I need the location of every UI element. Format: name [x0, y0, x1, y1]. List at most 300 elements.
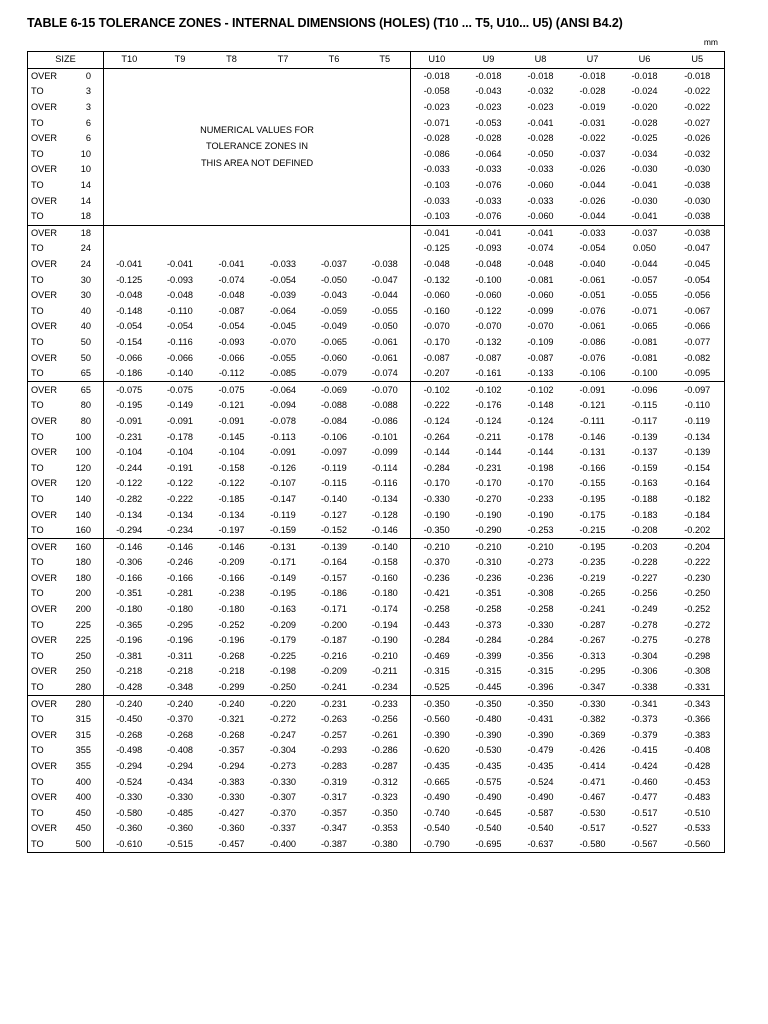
u-value: -0.170: [423, 478, 450, 489]
u-value: -0.030: [631, 195, 658, 206]
u-value: -0.109: [527, 336, 554, 347]
t-value: -0.116: [360, 476, 411, 492]
u-value: -0.020: [631, 102, 658, 113]
u-value: -0.330: [527, 619, 554, 630]
u-value: -0.018: [475, 70, 502, 81]
u-value: -0.620: [423, 745, 450, 756]
u-value: -0.267: [579, 635, 606, 646]
t-value: -0.457: [218, 838, 245, 849]
u-value: -0.057: [631, 274, 658, 285]
u-value: -0.233: [527, 493, 554, 504]
u-value: -0.041: [631, 211, 658, 222]
u-value: -0.313: [579, 650, 606, 661]
t-value: -0.283: [320, 761, 348, 772]
t-value: -0.244: [116, 462, 143, 473]
t-value: -0.357: [320, 807, 348, 818]
u-value: -0.369: [579, 729, 606, 740]
t-value: -0.148: [116, 305, 143, 316]
t-value: -0.043: [320, 290, 348, 301]
size-direction: OVER: [31, 478, 58, 489]
table-row: [28, 728, 725, 744]
u-value: -0.183: [631, 509, 658, 520]
t-value: -0.179: [269, 635, 297, 646]
table-row: [28, 398, 725, 414]
t-value: -0.360: [166, 823, 194, 834]
size-direction: OVER: [31, 761, 58, 772]
t-value: -0.061: [360, 350, 411, 366]
col-header-u5: U5: [671, 52, 725, 69]
size-value: 80: [68, 398, 104, 414]
t-value: -0.210: [360, 649, 411, 665]
t-value: -0.088: [320, 400, 348, 411]
u-value: -0.160: [423, 305, 450, 316]
t-value: -0.086: [360, 414, 411, 430]
u-value: -0.163: [631, 478, 658, 489]
t-value: -0.107: [269, 478, 297, 489]
u-value: -0.125: [423, 243, 450, 254]
size-value: 6: [68, 131, 104, 147]
u-value: -0.026: [684, 133, 711, 144]
u-value: -0.033: [527, 195, 554, 206]
size-direction: TO: [31, 305, 44, 316]
u-value: -0.178: [527, 431, 554, 442]
u-value: -0.306: [631, 666, 658, 677]
u-value: -0.467: [579, 792, 606, 803]
u-value: -0.740: [423, 807, 450, 818]
u-value: -0.203: [619, 539, 671, 555]
u-value: -0.338: [631, 682, 658, 693]
size-direction: OVER: [31, 70, 58, 81]
u-value: -0.137: [631, 447, 658, 458]
u-value: -0.064: [475, 148, 502, 159]
t-value: -0.387: [320, 838, 348, 849]
u-value: -0.182: [684, 493, 711, 504]
u-value: -0.310: [475, 557, 502, 568]
size-value: 24: [68, 241, 104, 257]
size-direction: OVER: [31, 572, 58, 583]
u-value: -0.144: [423, 447, 450, 458]
u-value: -0.102: [515, 382, 567, 398]
t-value: -0.220: [258, 696, 309, 712]
u-value: -0.190: [475, 509, 502, 520]
u-value: -0.044: [579, 211, 606, 222]
u-value: -0.132: [475, 336, 502, 347]
t-value: -0.348: [166, 682, 194, 693]
size-direction: OVER: [31, 509, 58, 520]
u-value: -0.426: [579, 745, 606, 756]
t-value: -0.347: [320, 823, 348, 834]
u-value: -0.443: [423, 619, 450, 630]
t-value: -0.075: [104, 382, 155, 398]
t-value: -0.140: [166, 368, 194, 379]
t-value: -0.250: [269, 682, 297, 693]
t-value: -0.330: [269, 776, 297, 787]
u-value: -0.028: [527, 133, 554, 144]
t-value: -0.134: [116, 509, 143, 520]
u-value: -0.308: [684, 666, 711, 677]
table-row: [28, 664, 725, 680]
u-value: -0.284: [423, 462, 450, 473]
u-value: -0.250: [684, 588, 711, 599]
t-value: -0.196: [166, 635, 194, 646]
table-row: [28, 602, 725, 618]
t-value: -0.246: [166, 557, 194, 568]
t-value: -0.200: [320, 619, 348, 630]
table-row: [28, 571, 725, 587]
u-value: -0.215: [579, 525, 606, 536]
u-value: -0.575: [475, 776, 502, 787]
u-value: -0.033: [475, 164, 502, 175]
t-value: -0.450: [116, 714, 143, 725]
u-value: -0.023: [475, 102, 502, 113]
t-value: -0.106: [320, 431, 348, 442]
t-value: -0.074: [360, 366, 411, 382]
size-value: 18: [68, 225, 104, 241]
u-value: -0.097: [671, 382, 725, 398]
size-value: 250: [68, 649, 104, 665]
u-value: -0.560: [684, 838, 711, 849]
size-direction: TO: [31, 807, 44, 818]
u-value: -0.023: [527, 102, 554, 113]
size-direction: OVER: [28, 382, 68, 398]
table-row: [28, 414, 725, 430]
u-value: -0.382: [579, 714, 606, 725]
t-value: -0.268: [116, 729, 143, 740]
table-row: [28, 319, 725, 335]
table-row: [28, 586, 725, 602]
t-value: -0.121: [218, 400, 245, 411]
t-value: -0.087: [218, 305, 245, 316]
t-value: -0.146: [206, 539, 258, 555]
u-value: -0.211: [475, 431, 502, 442]
u-value: -0.087: [423, 352, 450, 363]
size-direction: OVER: [31, 415, 58, 426]
u-value: -0.033: [527, 164, 554, 175]
t-value: -0.312: [360, 774, 411, 790]
u-value: -0.308: [527, 588, 554, 599]
size-direction: OVER: [31, 102, 58, 113]
u-value: -0.076: [579, 305, 606, 316]
t-value: -0.330: [218, 792, 245, 803]
table-row: [28, 350, 725, 366]
u-value: -0.033: [423, 164, 450, 175]
u-value: -0.188: [631, 493, 658, 504]
t-value: -0.147: [269, 493, 297, 504]
size-value: 65: [68, 382, 104, 398]
u-value: -0.139: [631, 431, 658, 442]
t-value: -0.114: [360, 460, 411, 476]
size-value: 450: [68, 821, 104, 837]
u-value: -0.241: [579, 604, 606, 615]
t-value: -0.178: [166, 431, 194, 442]
u-value: -0.032: [527, 86, 554, 97]
t-value: -0.383: [218, 776, 245, 787]
u-value: -0.530: [475, 745, 502, 756]
t-value: -0.166: [218, 572, 245, 583]
t-value: -0.097: [320, 447, 348, 458]
size-direction: TO: [31, 180, 44, 191]
u-value: -0.066: [684, 321, 711, 332]
u-value: -0.048: [423, 259, 450, 270]
t-value: -0.066: [218, 352, 245, 363]
size-value: 30: [68, 288, 104, 304]
u-value: -0.490: [527, 792, 554, 803]
table-row: [28, 774, 725, 790]
note-line: THIS AREA NOT DEFINED: [200, 157, 314, 168]
u-value: -0.315: [423, 666, 450, 677]
u-value: -0.018: [579, 70, 606, 81]
u-value: -0.028: [631, 117, 658, 128]
u-value: -0.343: [671, 696, 725, 712]
t-value: -0.282: [116, 493, 143, 504]
t-value: -0.078: [269, 415, 297, 426]
u-value: -0.195: [579, 493, 606, 504]
size-value: 500: [68, 837, 104, 853]
t-value: -0.268: [218, 729, 245, 740]
t-value: -0.180: [218, 604, 245, 615]
size-direction: OVER: [31, 164, 58, 175]
size-direction: TO: [31, 336, 44, 347]
u-value: -0.124: [527, 415, 554, 426]
t-value: -0.152: [320, 525, 348, 536]
u-value: -0.258: [423, 604, 450, 615]
size-value: 10: [68, 147, 104, 163]
u-value: -0.060: [527, 180, 554, 191]
u-value: -0.119: [684, 415, 710, 426]
t-value: -0.085: [269, 368, 297, 379]
u-value: -0.028: [475, 133, 502, 144]
t-value: -0.064: [269, 305, 297, 316]
u-value: -0.045: [684, 259, 711, 270]
u-value: -0.252: [684, 604, 711, 615]
t-value: -0.281: [166, 588, 194, 599]
t-value: -0.065: [320, 336, 348, 347]
u-value: -0.076: [475, 211, 502, 222]
size-direction: TO: [31, 211, 44, 222]
u-value: -0.170: [475, 478, 502, 489]
col-header-t6: T6: [309, 52, 360, 69]
t-value: -0.158: [360, 555, 411, 571]
size-direction: OVER: [31, 133, 58, 144]
u-value: -0.056: [684, 290, 711, 301]
u-value: -0.144: [527, 447, 554, 458]
u-value: -0.034: [631, 148, 658, 159]
u-value: 0.050: [633, 243, 657, 254]
t-value: -0.066: [116, 352, 143, 363]
size-value: 14: [68, 193, 104, 209]
t-value: -0.110: [167, 305, 193, 316]
col-header-u9: U9: [463, 52, 515, 69]
u-value: -0.270: [475, 493, 502, 504]
t-value: -0.195: [269, 588, 297, 599]
table-row: [28, 523, 725, 539]
u-value: -0.067: [684, 305, 711, 316]
t-value: -0.337: [269, 823, 297, 834]
u-value: -0.695: [475, 838, 502, 849]
t-value: -0.196: [218, 635, 245, 646]
u-value: -0.074: [527, 243, 554, 254]
t-value: -0.104: [116, 447, 143, 458]
u-value: -0.053: [475, 117, 502, 128]
u-value: -0.028: [423, 133, 450, 144]
t-value: -0.047: [360, 272, 411, 288]
t-value: -0.365: [116, 619, 143, 630]
u-value: -0.445: [475, 682, 502, 693]
table-row: [28, 790, 725, 806]
col-header-t9: T9: [155, 52, 206, 69]
u-value: -0.195: [567, 539, 619, 555]
u-value: -0.086: [423, 148, 450, 159]
u-value: -0.331: [684, 682, 711, 693]
size-direction: TO: [31, 368, 44, 379]
t-value: -0.069: [309, 382, 360, 398]
table-row: [28, 68, 725, 84]
t-value: -0.306: [116, 557, 143, 568]
u-value: -0.139: [684, 447, 711, 458]
size-direction: TO: [31, 243, 44, 254]
u-value: -0.081: [631, 336, 658, 347]
u-value: -0.054: [579, 243, 606, 254]
u-value: -0.390: [423, 729, 450, 740]
u-value: -0.106: [579, 368, 606, 379]
size-value: 225: [68, 633, 104, 649]
u-value: -0.637: [527, 838, 554, 849]
u-value: -0.350: [463, 696, 515, 712]
t-value: -0.180: [166, 604, 194, 615]
table-row: [28, 555, 725, 571]
t-value: -0.050: [320, 274, 348, 285]
size-direction: OVER: [31, 321, 58, 332]
u-value: -0.102: [463, 382, 515, 398]
t-value: -0.091: [116, 415, 143, 426]
t-value: -0.075: [206, 382, 258, 398]
u-value: -0.373: [475, 619, 502, 630]
t-value: -0.190: [360, 633, 411, 649]
size-header: SIZE: [28, 52, 104, 69]
u-value: -0.330: [423, 493, 450, 504]
t-value: -0.146: [104, 539, 155, 555]
t-value: -0.044: [360, 288, 411, 304]
u-value: -0.032: [684, 148, 711, 159]
u-value: -0.567: [631, 838, 658, 849]
u-value: -0.050: [527, 148, 554, 159]
u-value: -0.030: [684, 164, 711, 175]
u-value: -0.070: [423, 321, 450, 332]
table-row: [28, 633, 725, 649]
u-value: -0.483: [684, 792, 711, 803]
size-value: 100: [68, 445, 104, 461]
t-value: -0.286: [360, 743, 411, 759]
table-row: [28, 460, 725, 476]
col-header-u6: U6: [619, 52, 671, 69]
size-direction: TO: [31, 431, 44, 442]
u-value: -0.530: [579, 807, 606, 818]
t-value: -0.247: [269, 729, 297, 740]
t-value: -0.122: [166, 478, 194, 489]
t-value: -0.272: [269, 714, 297, 725]
t-value: -0.050: [360, 319, 411, 335]
t-value: -0.427: [218, 807, 245, 818]
u-value: -0.146: [579, 431, 606, 442]
t-value: -0.055: [269, 352, 297, 363]
t-value: -0.180: [116, 604, 143, 615]
u-value: -0.103: [423, 180, 450, 191]
u-value: -0.517: [579, 823, 606, 834]
size-value: 18: [68, 209, 104, 225]
t-value: -0.054: [116, 321, 143, 332]
u-value: -0.043: [475, 86, 502, 97]
size-value: 355: [68, 759, 104, 775]
u-value: -0.278: [631, 619, 658, 630]
u-value: -0.421: [423, 588, 450, 599]
u-value: -0.351: [475, 588, 502, 599]
u-value: -0.060: [527, 290, 554, 301]
t-value: -0.140: [320, 493, 348, 504]
size-direction: TO: [31, 493, 44, 504]
t-value: -0.323: [360, 790, 411, 806]
size-direction: TO: [31, 588, 44, 599]
t-value: -0.186: [320, 588, 348, 599]
u-value: -0.222: [684, 557, 711, 568]
t-value: -0.070: [360, 382, 411, 398]
size-value: 40: [68, 319, 104, 335]
u-value: -0.790: [423, 838, 450, 849]
table-row: [28, 696, 725, 712]
t-value: -0.061: [360, 335, 411, 351]
size-direction: OVER: [28, 696, 68, 712]
t-value: -0.049: [320, 321, 348, 332]
t-value: -0.268: [218, 650, 245, 661]
u-value: -0.027: [684, 117, 711, 128]
size-value: 280: [68, 696, 104, 712]
col-header-t5: T5: [360, 52, 411, 69]
u-value: -0.086: [579, 336, 606, 347]
u-value: -0.540: [423, 823, 450, 834]
t-value: -0.252: [218, 619, 245, 630]
undefined-area-note: [104, 68, 411, 225]
t-value: -0.054: [218, 321, 245, 332]
size-direction: TO: [31, 714, 44, 725]
u-value: -0.435: [423, 761, 450, 772]
table-row: [28, 304, 725, 320]
u-value: -0.315: [527, 666, 554, 677]
t-value: -0.233: [360, 696, 411, 712]
table-row: [28, 821, 725, 837]
u-value: -0.022: [684, 86, 711, 97]
u-value: -0.479: [527, 745, 554, 756]
u-value: -0.054: [684, 274, 711, 285]
u-value: -0.275: [631, 635, 658, 646]
table-row: [28, 649, 725, 665]
size-value: 160: [68, 539, 104, 555]
t-value: -0.131: [258, 539, 309, 555]
t-value: -0.149: [166, 400, 194, 411]
t-value: -0.091: [166, 415, 194, 426]
u-value: -0.087: [527, 352, 554, 363]
t-value: -0.360: [218, 823, 245, 834]
table-row: [28, 288, 725, 304]
t-value: -0.381: [116, 650, 143, 661]
u-value: -0.037: [579, 148, 606, 159]
t-value: -0.186: [116, 368, 143, 379]
u-value: -0.587: [527, 807, 554, 818]
u-value: -0.038: [684, 211, 711, 222]
u-value: -0.424: [631, 761, 658, 772]
u-value: -0.540: [475, 823, 502, 834]
size-value: 50: [68, 335, 104, 351]
t-value: -0.299: [218, 682, 245, 693]
t-value: -0.060: [320, 352, 348, 363]
